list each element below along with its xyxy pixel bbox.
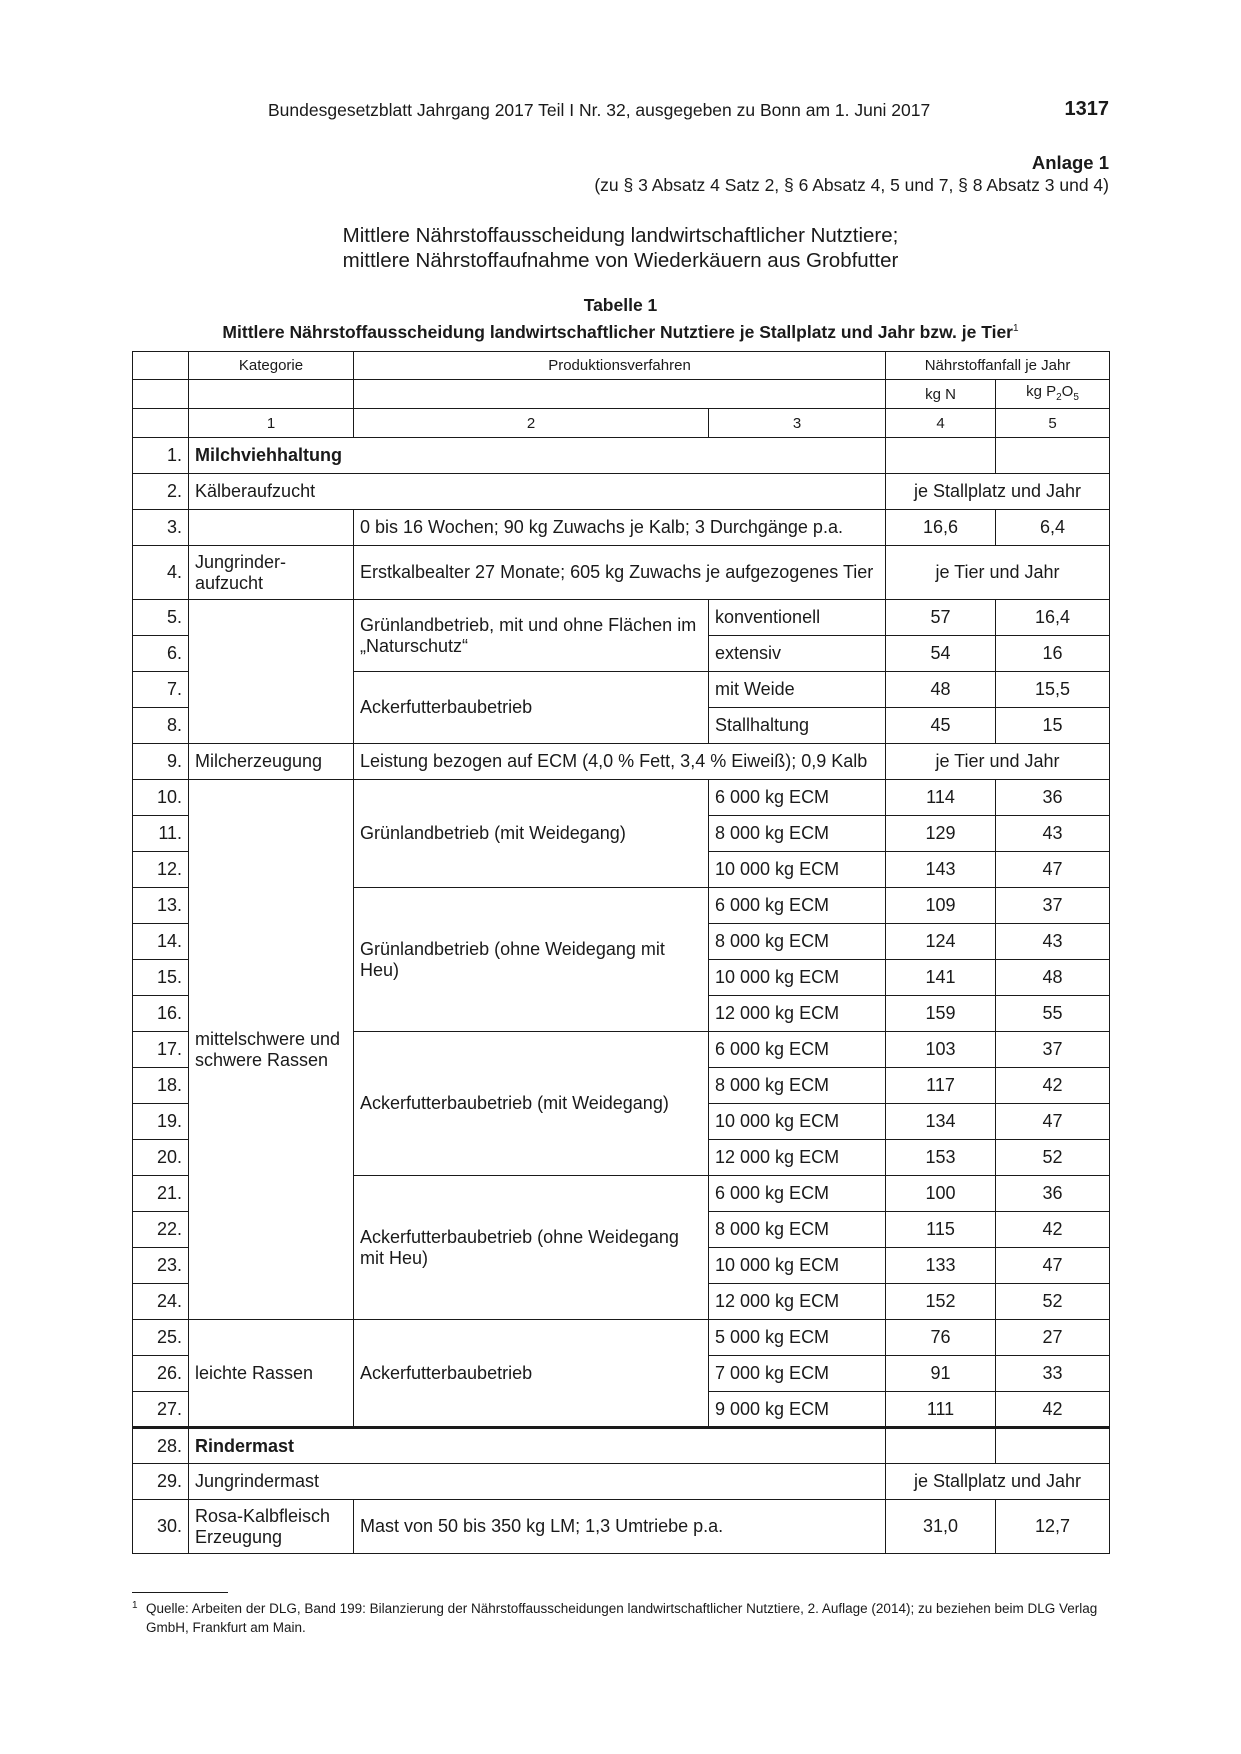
table-row: 22. 8 000 kg ECM 115 42: [133, 1212, 1110, 1248]
table-caption: [0, 294, 1241, 344]
footnote-text: Quelle: Arbeiten der DLG, Band 199: Bilanzierung der Nährstoffausscheidungen landwirtschaftlicher Nutztiere, 2. Auflage (2014); zu beziehen beim DLG Verlag GmbH, Frankfurt am Main.: [146, 1601, 1098, 1635]
nutrient-table: [132, 351, 1110, 1554]
footnote-marker: 1: [1013, 323, 1019, 334]
header-naehrstoffanfall: Nährstoffanfall je Jahr: [886, 352, 1110, 380]
section-heading: Milchviehhaltung: [189, 438, 886, 474]
table-row: 21. Ackerfutterbaubetrieb (ohne Weidegang mit Heu) 6 000 kg ECM 100 36: [133, 1176, 1110, 1212]
table-row: 14. 8 000 kg ECM 124 43: [133, 924, 1110, 960]
table-label: Tabelle 1: [583, 295, 658, 315]
running-header: Bundesgesetzblatt Jahrgang 2017 Teil I Nr. 32, ausgegeben zu Bonn am 1. Juni 2017: [268, 100, 931, 120]
title-line-1: Mittlere Nährstoffausscheidung landwirtschaftlicher Nutztiere;: [342, 224, 899, 247]
header-kg-p2o5: kg $P_2O_5$: [996, 380, 1110, 409]
table-row: 11. 8 000 kg ECM 129 43: [133, 816, 1110, 852]
anlage-reference: (zu § 3 Absatz 4 Satz 2, § 6 Absatz 4, 5 und 7, § 8 Absatz 3 und 4): [594, 175, 1109, 195]
table-row: 25. leichte Rassen Ackerfutterbaubetrieb 5 000 kg ECM 76 27: [133, 1320, 1110, 1356]
table-row: 7. Ackerfutterbaubetrieb mit Weide 48 15,5: [133, 672, 1110, 708]
table-row: 30. Rosa-Kalbfleisch Erzeugung Mast von 50 bis 350 kg LM; 1,3 Umtriebe p.a. 31,0 12,7: [133, 1500, 1110, 1554]
header-produktionsverfahren: Produktionsverfahren: [354, 352, 886, 380]
table-row: 17. Ackerfutterbaubetrieb (mit Weidegang) 6 000 kg ECM 103 37: [133, 1032, 1110, 1068]
footnote-divider: [132, 1592, 228, 1593]
header-kg-n: kg N: [886, 380, 996, 409]
header-kategorie: Kategorie: [189, 352, 354, 380]
table-row: 16. 12 000 kg ECM 159 55: [133, 996, 1110, 1032]
table-row: 13. Grünlandbetrieb (ohne Weidegang mit Heu) 6 000 kg ECM 109 37: [133, 888, 1110, 924]
title-line-2: mittlere Nährstoffaufnahme von Wiederkäuern aus Grobfutter: [342, 249, 899, 272]
table-row: 9. Milcherzeugung Leistung bezogen auf ECM (4,0 % Fett, 3,4 % Eiweiß); 0,9 Kalb je Tier und Jahr: [133, 744, 1110, 780]
table-row: 4. Jungrinder-aufzucht Erstkalbealter 27 Monate; 605 kg Zuwachs je aufgezogenes Tier je Tier und Jahr: [133, 546, 1110, 600]
table-row: 6. extensiv 54 16: [133, 636, 1110, 672]
table-row: 8. Stallhaltung 45 15: [133, 708, 1110, 744]
document-title: [0, 223, 1241, 273]
table-row: 5. Grünlandbetrieb, mit und ohne Flächen im „Naturschutz“ konventionell 57 16,4: [133, 600, 1110, 636]
table-column-numbers: 1 2 3 4 5: [133, 409, 1110, 438]
table-caption-text: Mittlere Nährstoffausscheidung landwirtschaftlicher Nutztiere je Stallplatz und Jahr bzw. je Tier$^1$: [222, 321, 1019, 342]
table-row: 15. 10 000 kg ECM 141 48: [133, 960, 1110, 996]
page-number: 1317: [1064, 98, 1109, 120]
table-row: 10. mittelschwere und schwere Rassen Grünlandbetrieb (mit Weidegang) 6 000 kg ECM 114 36: [133, 780, 1110, 816]
table-row: 2. Kälberaufzucht je Stallplatz und Jahr: [133, 474, 1110, 510]
table-row: 20. 12 000 kg ECM 153 52: [133, 1140, 1110, 1176]
table-header-row: [133, 352, 1110, 380]
table-row: 3. 0 bis 16 Wochen; 90 kg Zuwachs je Kalb; 3 Durchgänge p.a. 16,6 6,4: [133, 510, 1110, 546]
footnote: [132, 1599, 1109, 1637]
section-heading: Rindermast: [189, 1428, 886, 1464]
table-row: 27. 9 000 kg ECM 111 42: [133, 1392, 1110, 1428]
table-row: 23. 10 000 kg ECM 133 47: [133, 1248, 1110, 1284]
table-row: 26. 7 000 kg ECM 91 33: [133, 1356, 1110, 1392]
table-header-row: [133, 380, 1110, 409]
footnote-number: 1: [132, 1600, 138, 1611]
table-row: 24. 12 000 kg ECM 152 52: [133, 1284, 1110, 1320]
anlage-label: Anlage 1: [1031, 152, 1109, 173]
table-row: 12. 10 000 kg ECM 143 47: [133, 852, 1110, 888]
table-row: 1. Milchviehhaltung: [133, 438, 1110, 474]
table-row: 19. 10 000 kg ECM 134 47: [133, 1104, 1110, 1140]
table-row: 29. Jungrindermast je Stallplatz und Jahr: [133, 1464, 1110, 1500]
table-row: 18. 8 000 kg ECM 117 42: [133, 1068, 1110, 1104]
table-row: 28. Rindermast: [133, 1428, 1110, 1464]
